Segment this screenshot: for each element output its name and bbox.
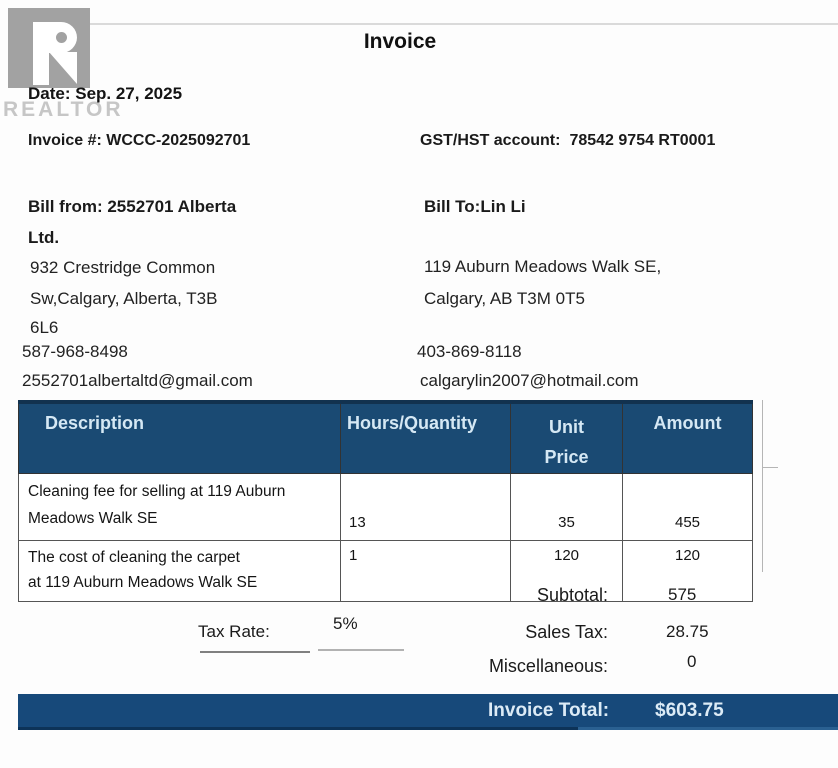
tax-rate-underline [200,651,310,653]
header-amount: Amount [623,402,753,474]
bill-from-title-line2: Ltd. [28,228,60,247]
tax-rate-value: 5% [333,614,358,633]
cell-hours-quantity: 13 [341,474,511,541]
invoice-number: Invoice #: WCCC-2025092701 [28,132,251,149]
tax-rate-value-underline [318,649,404,651]
scan-top-rule [55,23,838,25]
realtor-wordmark: REALTOR [3,98,124,121]
cell-amount: 455 [623,474,753,541]
bill-to-title: Bill To:Lin Li [424,197,526,216]
gst-account-line [420,132,715,150]
subtotal-label: Subtotal: [536,585,608,605]
invoice-total-label: Invoice Total: [488,700,610,721]
sales-tax-label: Sales Tax: [525,622,608,642]
table-row [19,541,753,602]
cell-unit-price: 35 [511,474,623,541]
bill-from-address-line3: 6L6 [30,318,59,337]
invoice-date: Date: Sep. 27, 2025 [28,84,183,103]
bill-to-address-line1: 119 Auburn Meadows Walk SE, [424,257,662,276]
bill-from-address-line2: Sw,Calgary, Alberta, T3B [30,289,218,308]
subtotal-value: 575 [668,585,697,604]
sales-tax-value: 28.75 [666,622,709,641]
table-header-row [19,402,753,474]
scan-bar-artifact [578,727,838,730]
bill-to-address-line2: Calgary, AB T3M 0T5 [424,289,585,308]
scan-right-line [762,400,763,572]
cell-description: The cost of cleaning the carpet at 119 Auburn Meadows Walk SE [19,541,341,602]
invoice-total-bar [18,694,838,730]
table-row [19,474,753,541]
bill-to-phone: 403-869-8118 [417,342,522,361]
bill-from-address-line1: 932 Crestridge Common [30,258,216,277]
bill-from-title-line1: Bill from: 2552701 Alberta [28,197,237,216]
miscellaneous-value: 0 [687,652,697,671]
header-unit-price: Unit Price [511,402,623,474]
cell-unit-price: 120 [511,541,623,602]
cell-amount: 120 [623,541,753,602]
line-items-table [18,400,753,602]
gst-account-label: GST/HST account: [420,132,561,149]
bill-from-email: 2552701albertaltd@gmail.com [22,371,253,390]
header-description: Description [19,402,341,474]
invoice-total-value: $603.75 [655,700,724,721]
page-title: Invoice [363,30,437,53]
tax-rate-label: Tax Rate: [198,622,270,641]
header-hours-quantity: Hours/Quantity [341,402,511,474]
bill-from-phone: 587-968-8498 [22,342,128,361]
gst-account-value: 78542 9754 RT0001 [569,132,716,149]
miscellaneous-label: Miscellaneous: [488,656,608,676]
bill-to-email: calgarylin2007@hotmail.com [420,371,639,390]
scan-right-tick [762,467,778,468]
cell-description: Cleaning fee for selling at 119 Auburn Meadows Walk SE [19,474,341,541]
cell-hours-quantity: 1 [341,541,511,602]
